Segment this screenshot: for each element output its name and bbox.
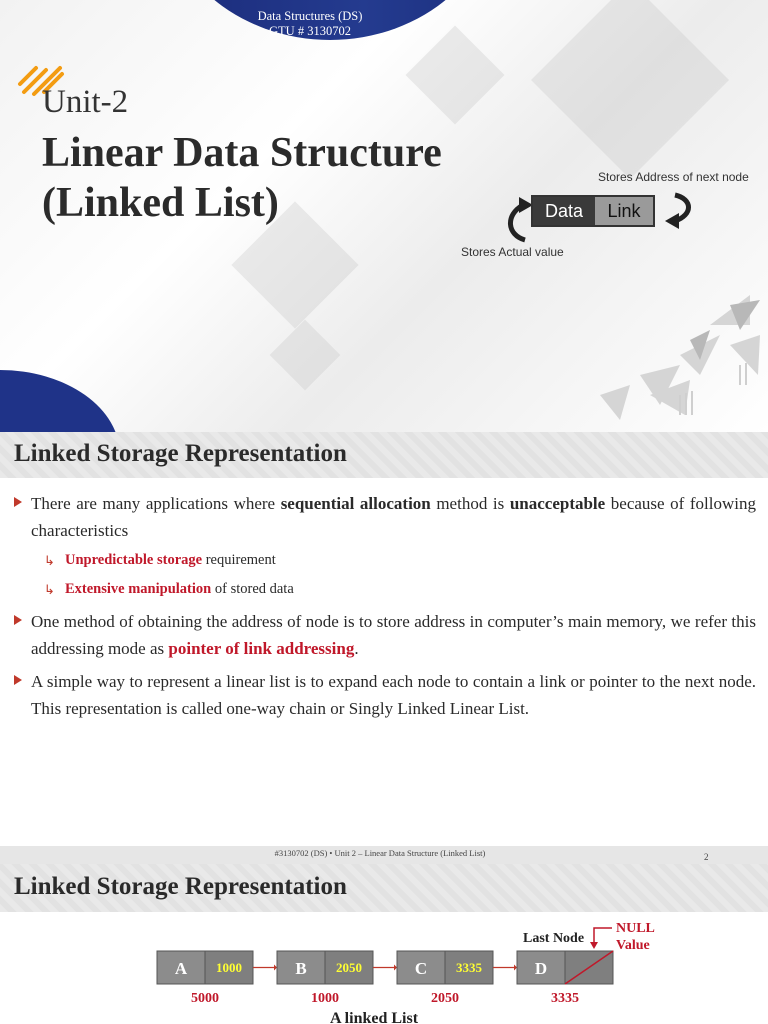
bullet-text: There are many applications where [31, 494, 281, 513]
bullet-text: A simple way to represent a linear list is to expand each node to contain a link or pointer to the next node. This representation is called one-way chain or Singly Linked Linear List. [31, 672, 756, 718]
slide-heading: Linked Storage Representation [14, 440, 347, 467]
unit-label: Unit-2 [42, 84, 129, 120]
content-slide [0, 432, 768, 864]
bg-diamond [531, 0, 729, 179]
slide-title: Linear Data Structure (Linked List) [42, 130, 442, 226]
slide-footer: #3130702 (DS) • Unit 2 – Linear Data Structure (Linked List) [274, 848, 486, 858]
bullet-red-text: pointer of link addressing [168, 639, 355, 658]
node-link-value: 1000 [216, 960, 242, 975]
bullet-arrow-icon [14, 675, 22, 685]
course-header [200, 9, 420, 39]
bullet-text: One method of obtaining the address of node is to store address in computer’s main memory, we refer this addressing mode as [31, 612, 756, 658]
null-label-line1: NULL [616, 921, 655, 936]
bullet-item [14, 608, 756, 662]
bullet-text: method is [430, 494, 510, 513]
node-data-cell: Data [533, 197, 595, 225]
decorative-geometric-pattern [590, 285, 768, 425]
null-label-line2: Value [616, 938, 650, 953]
sub-bullet-text: of stored data [211, 581, 294, 597]
node-diagram [531, 195, 655, 227]
bullet-bold-text: unacceptable [509, 494, 606, 513]
last-node-label: Last Node [523, 931, 585, 946]
bullet-bold-text: sequential allocation [280, 494, 431, 513]
node-link-value: 3335 [456, 960, 482, 975]
node-link-cell: Link [595, 197, 653, 225]
sub-bullet-arrow-icon: ↳ [44, 553, 55, 568]
sub-bullet-arrow-icon: ↳ [44, 582, 55, 597]
node-address: 5000 [191, 991, 219, 1006]
title-slide [0, 0, 768, 432]
bullet-item [14, 490, 756, 544]
bg-diamond [270, 320, 341, 391]
null-pointer-arrow-head [590, 942, 598, 949]
bg-diamond [406, 26, 505, 125]
linked-list-slide [0, 864, 768, 1024]
linked-list-diagram [0, 912, 768, 1024]
stores-value-label: Stores Actual value [461, 245, 564, 259]
bullet-item [14, 668, 756, 722]
bullet-arrow-icon [14, 497, 22, 507]
node-data-value: A [174, 959, 188, 978]
sub-bullet-item [14, 575, 756, 604]
sub-bullet-item [14, 546, 756, 575]
bullet-text: . [354, 639, 359, 658]
diagram-caption: A linked List [330, 1010, 419, 1024]
bullet-text: because of following characteristics [31, 494, 756, 540]
page-number: 2 [704, 852, 709, 862]
sub-bullet-red-text: Extensive manipulation [65, 581, 212, 597]
sub-bullet-red-text: Unpredictable storage [65, 552, 203, 568]
node-data-value: C [414, 959, 428, 978]
stores-address-label: Stores Address of next node [598, 170, 749, 184]
node-link-value: 2050 [336, 960, 362, 975]
bottom-navy-arc [0, 370, 120, 432]
course-title: Data Structures [257, 9, 335, 23]
node-data-value: B [295, 959, 307, 978]
node-address: 2050 [431, 991, 459, 1006]
course-abbr: (DS) [338, 9, 363, 23]
gtu-code: GTU # 3130702 [269, 24, 351, 38]
node-address: 3335 [551, 991, 579, 1006]
sub-bullet-text: requirement [202, 552, 276, 568]
slide-heading: Linked Storage Representation [14, 873, 347, 900]
null-pointer-arrow [594, 928, 612, 944]
bullet-arrow-icon [14, 615, 22, 625]
node-address: 1000 [311, 991, 339, 1006]
node-data-value: D [534, 959, 548, 978]
bullet-list [14, 490, 756, 724]
